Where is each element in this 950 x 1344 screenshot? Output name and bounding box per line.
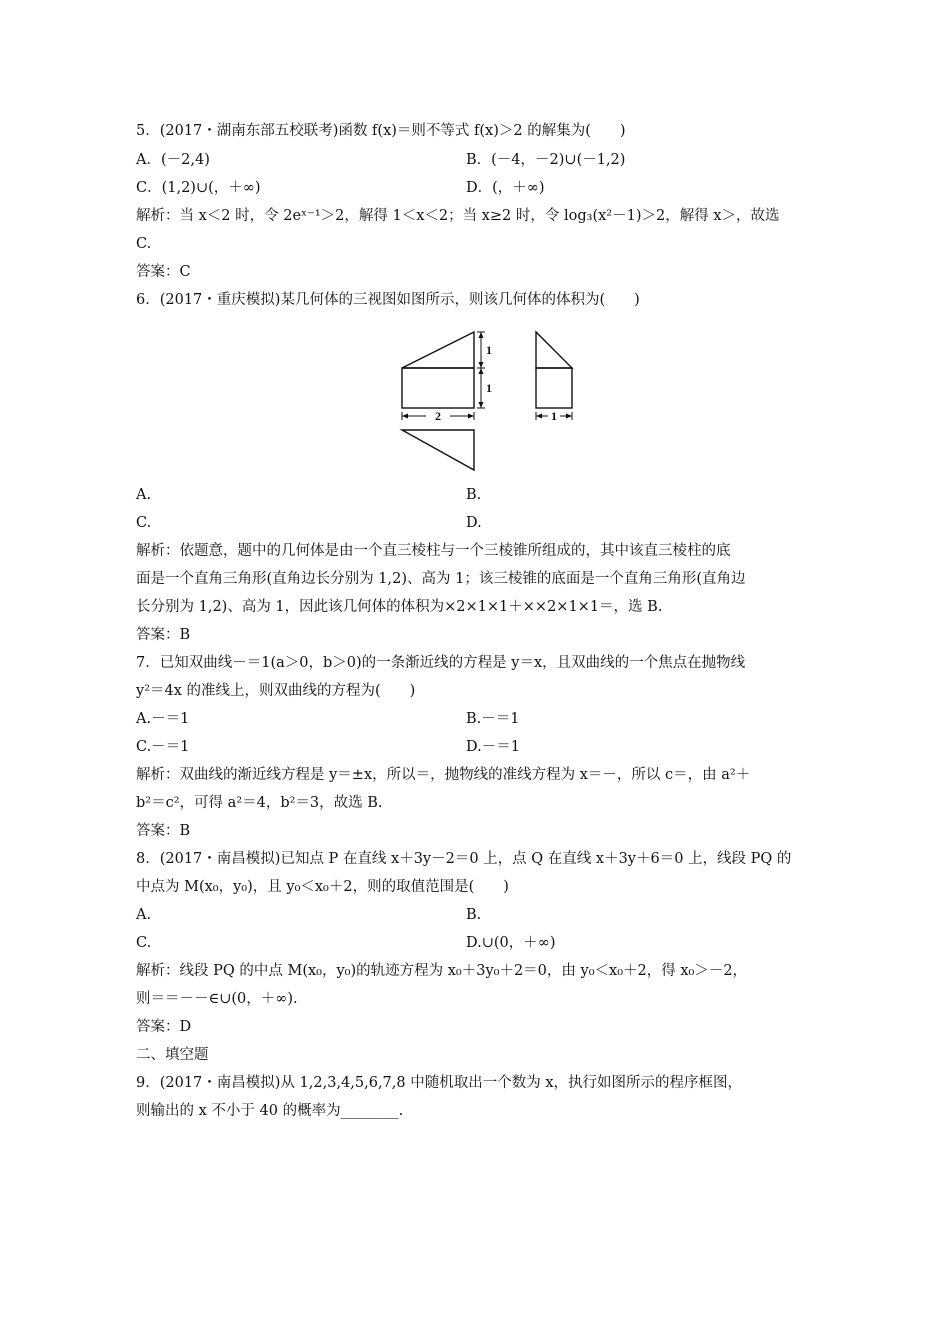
q8-stem-line-1: 8．(2017・南昌模拟)已知点 P 在直线 x＋3y－2＝0 上，点 Q 在直线 x＋3y＋6＝0 上，线段 PQ 的 [136, 851, 792, 867]
q5-stem: 5．(2017・湖南东部五校联考)函数 f(x)＝则不等式 f(x)＞2 的解集为( ) [136, 123, 626, 139]
q6-stem: 6．(2017・重庆模拟)某几何体的三视图如图所示，则该几何体的体积为( ) [136, 292, 640, 308]
q7-option-c: C.－＝1 [136, 739, 190, 755]
q6-option-c: C. [136, 515, 152, 531]
q8-option-d: D.∪(0，＋∞) [466, 935, 556, 951]
section-heading: 二、填空题 [136, 1047, 209, 1063]
q7-option-d: D.－＝1 [466, 739, 520, 755]
q6-option-a: A. [136, 487, 152, 503]
fig-label-side-width: 1 [551, 409, 557, 423]
q7-analysis-line-1: 解析：双曲线的渐近线方程是 y＝±x，所以＝，抛物线的准线方程为 x＝－，所以 c＝，由 a²＋ [136, 767, 751, 783]
three-view-figure [396, 326, 596, 476]
q7-stem-line-1: 7．已知双曲线－＝1(a＞0，b＞0)的一条渐近线的方程是 y＝x，且双曲线的一个焦点在抛物线 [136, 655, 746, 671]
q9-stem-line-1: 9．(2017・南昌模拟)从 1,2,3,4,5,6,7,8 中随机取出一个数为 x，执行如图所示的程序框图， [136, 1075, 743, 1091]
q8-option-a: A. [136, 907, 152, 923]
fig-label-bottom-height: 1 [486, 381, 492, 395]
q5-analysis-line-2: C. [136, 236, 152, 252]
q6-answer: 答案：B [136, 627, 191, 643]
q5-option-d: D．(，＋∞) [466, 180, 545, 196]
q7-stem-line-2: y²＝4x 的准线上，则双曲线的方程为( ) [136, 683, 416, 699]
q8-option-b: B. [466, 907, 482, 923]
q8-analysis-line-2: 则＝＝－－∈∪(0，＋∞). [136, 991, 298, 1007]
q5-answer: 答案：C [136, 264, 191, 280]
q8-analysis-line-1: 解析：线段 PQ 的中点 M(x₀，y₀)的轨迹方程为 x₀＋3y₀＋2＝0，由 y₀＜x₀＋2，得 x₀＞－2， [136, 963, 748, 979]
q8-option-c: C. [136, 935, 152, 951]
fig-label-top-height: 1 [486, 343, 492, 357]
q6-analysis-line-3: 长分别为 1,2)、高为 1，因此该几何体的体积为×2×1×1＋××2×1×1＝，选 B. [136, 599, 663, 615]
q7-answer: 答案：B [136, 823, 191, 839]
q6-option-b: B. [466, 487, 482, 503]
q7-option-b: B.－＝1 [466, 711, 520, 727]
q7-option-a: A.－＝1 [136, 711, 190, 727]
q6-option-d: D. [466, 515, 482, 531]
q5-analysis-line-1: 解析：当 x＜2 时，令 2eˣ⁻¹＞2，解得 1＜x＜2；当 x≥2 时，令 log₃(x²－1)＞2，解得 x＞，故选 [136, 208, 780, 224]
q5-option-b: B．(－4，－2)∪(－1,2) [466, 152, 626, 168]
q6-analysis-line-2: 面是一个直角三角形(直角边长分别为 1,2)、高为 1；该三棱锥的底面是一个直角三角形(直角边 [136, 571, 746, 587]
q7-analysis-line-2: b²＝c²，可得 a²＝4，b²＝3，故选 B. [136, 795, 383, 811]
q6-analysis-line-1: 解析：依题意，题中的几何体是由一个直三棱柱与一个三棱锥所组成的，其中该直三棱柱的底 [136, 543, 731, 559]
q8-stem-line-2: 中点为 M(x₀，y₀)，且 y₀＜x₀＋2，则的取值范围是( ) [136, 879, 509, 895]
fig-label-front-width: 2 [435, 409, 441, 423]
q5-option-a: A．(－2,4) [136, 152, 210, 168]
q5-option-c: C．(1,2)∪(，＋∞) [136, 180, 261, 196]
q8-answer: 答案：D [136, 1019, 192, 1035]
q9-stem-line-2: 则输出的 x 不小于 40 的概率为________. [136, 1103, 404, 1119]
